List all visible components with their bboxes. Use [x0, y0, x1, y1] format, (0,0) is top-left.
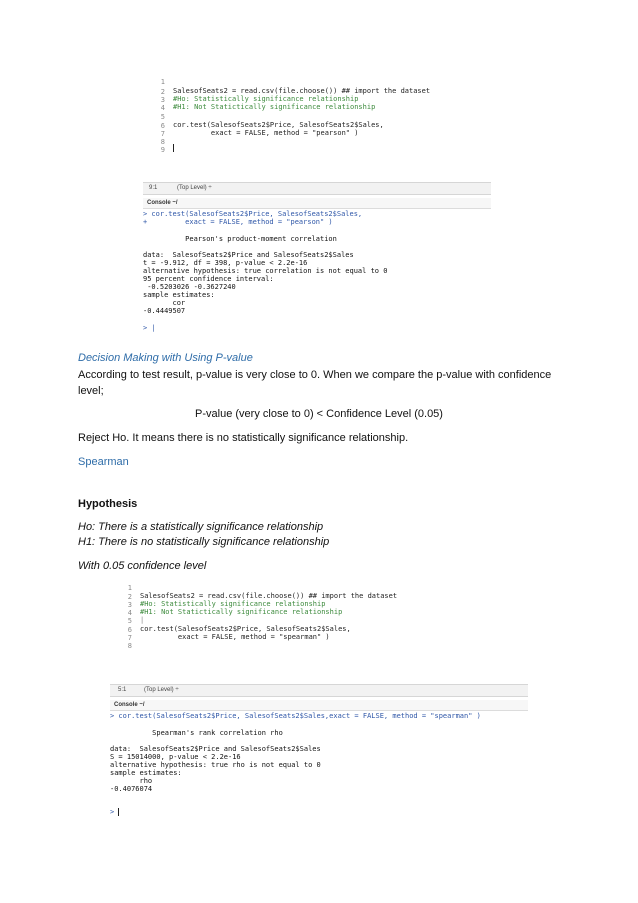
console-title: Console ~/ [147, 200, 178, 206]
console-line: sample estimates: [143, 291, 215, 299]
hypothesis-title: Hypothesis [78, 498, 138, 510]
line-number: 8 [160, 138, 165, 146]
console-command: > cor.test(SalesofSeats2$Price, SalesofSeats2$Sales, [143, 210, 363, 218]
line-number: 4 [127, 609, 132, 617]
confidence-level: With 0.05 confidence level [78, 560, 207, 572]
console-line: sample estimates: [110, 769, 182, 777]
line-number: 2 [160, 88, 165, 96]
console-line: -0.4076074 [110, 785, 153, 793]
console-line: data: SalesofSeats2$Price and SalesofSeats2$Sales [143, 251, 354, 259]
line-number: 3 [160, 96, 165, 104]
line-number: 1 [160, 78, 165, 86]
console-prompt [110, 808, 119, 816]
console-line: alternative hypothesis: true rho is not equal to 0 [110, 761, 321, 769]
console-line: t = -9.912, df = 398, p-value < 2.2e-16 [143, 259, 308, 267]
console-line: Spearman's rank correlation rho [110, 729, 283, 737]
line-number: 7 [127, 634, 132, 642]
paragraph-line: level; [78, 385, 104, 397]
code-line-5-cursor: | [140, 616, 145, 624]
line-number: 2 [127, 593, 132, 601]
code-line-6: cor.test(SalesofSeats2$Price, SalesofSeats2$Sales, [173, 121, 384, 129]
rstudio-screenshot-spearman [110, 582, 528, 827]
console-line: 95 percent confidence interval: [143, 275, 274, 283]
code-line-4: #H1: Not Statictically significance relationship [140, 608, 343, 616]
console-command-continuation: + exact = FALSE, method = "pearson" ) [143, 218, 333, 226]
text-cursor [173, 144, 174, 152]
line-number: 4 [160, 104, 165, 112]
rstudio-screenshot-pearson [143, 74, 491, 339]
line-number: 7 [160, 130, 165, 138]
console-line: alternative hypothesis: true correlation is not equal to 0 [143, 267, 388, 275]
line-number: 6 [160, 122, 165, 130]
hypothesis-h1: H1: There is no statistically significance relationship [78, 536, 330, 548]
editor-status-bar [110, 684, 528, 697]
line-number: 1 [127, 584, 132, 592]
source-editor[interactable] [110, 582, 528, 682]
paragraph-line: According to test result, p-value is very close to 0. When we compare the p-value with confidence [78, 369, 552, 381]
formula-line: P-value (very close to 0) < Confidence Level (0.05) [195, 408, 443, 420]
prompt-symbol: > [110, 808, 115, 816]
line-number: 9 [160, 146, 165, 154]
console-output[interactable] [143, 210, 491, 338]
console-line: S = 15014000, p-value < 2.2e-16 [110, 753, 241, 761]
line-number: 6 [127, 626, 132, 634]
console-line: -0.5203026 -0.3627240 [143, 283, 236, 291]
code-line-3: #Ho: Statistically significance relationship [173, 95, 359, 103]
code-line-2: SalesofSeats2 = read.csv(file.choose()) ## import the dataset [140, 592, 398, 600]
section-heading-spearman: Spearman [78, 456, 129, 468]
source-editor[interactable] [143, 74, 491, 176]
editor-status-bar [143, 182, 491, 195]
cursor-position: 5:1 [118, 687, 127, 693]
console-line: Pearson's product-moment correlation [143, 235, 337, 243]
line-number: 5 [127, 617, 132, 625]
code-line-7: exact = FALSE, method = "spearman" ) [140, 633, 330, 641]
code-line-2: SalesofSeats2 = read.csv(file.choose()) ## import the dataset [173, 87, 431, 95]
console-line: -0.4449507 [143, 307, 186, 315]
console-line: cor [143, 299, 186, 307]
console-header [143, 198, 491, 209]
console-line: rho [110, 777, 153, 785]
console-output[interactable] [110, 712, 528, 826]
hypothesis-h0: Ho: There is a statistically significance relationship [78, 521, 324, 533]
console-title: Console ~/ [114, 702, 145, 708]
line-number: 3 [127, 601, 132, 609]
code-line-6: cor.test(SalesofSeats2$Price, SalesofSeats2$Sales, [140, 625, 351, 633]
code-line-4: #H1: Not Statictically significance relationship [173, 103, 376, 111]
line-number: 5 [160, 113, 165, 121]
cursor-position: 9:1 [149, 185, 158, 191]
code-line-3: #Ho: Statistically significance relationship [140, 600, 326, 608]
console-command: > cor.test(SalesofSeats2$Price, SalesofSeats2$Sales,exact = FALSE, method = "spearman" ) [110, 712, 481, 720]
console-prompt: > | [143, 324, 156, 332]
section-heading-pvalue: Decision Making with Using P-value [78, 352, 253, 364]
console-line: data: SalesofSeats2$Price and SalesofSeats2$Sales [110, 745, 321, 753]
conclusion-line: Reject Ho. It means there is no statistically significance relationship. [78, 432, 409, 444]
code-line-7: exact = FALSE, method = "pearson" ) [173, 129, 359, 137]
scope-selector[interactable]: (Top Level) ÷ [177, 185, 212, 191]
scope-selector[interactable]: (Top Level) ÷ [144, 687, 179, 693]
line-number: 8 [127, 642, 132, 650]
console-header [110, 700, 528, 711]
